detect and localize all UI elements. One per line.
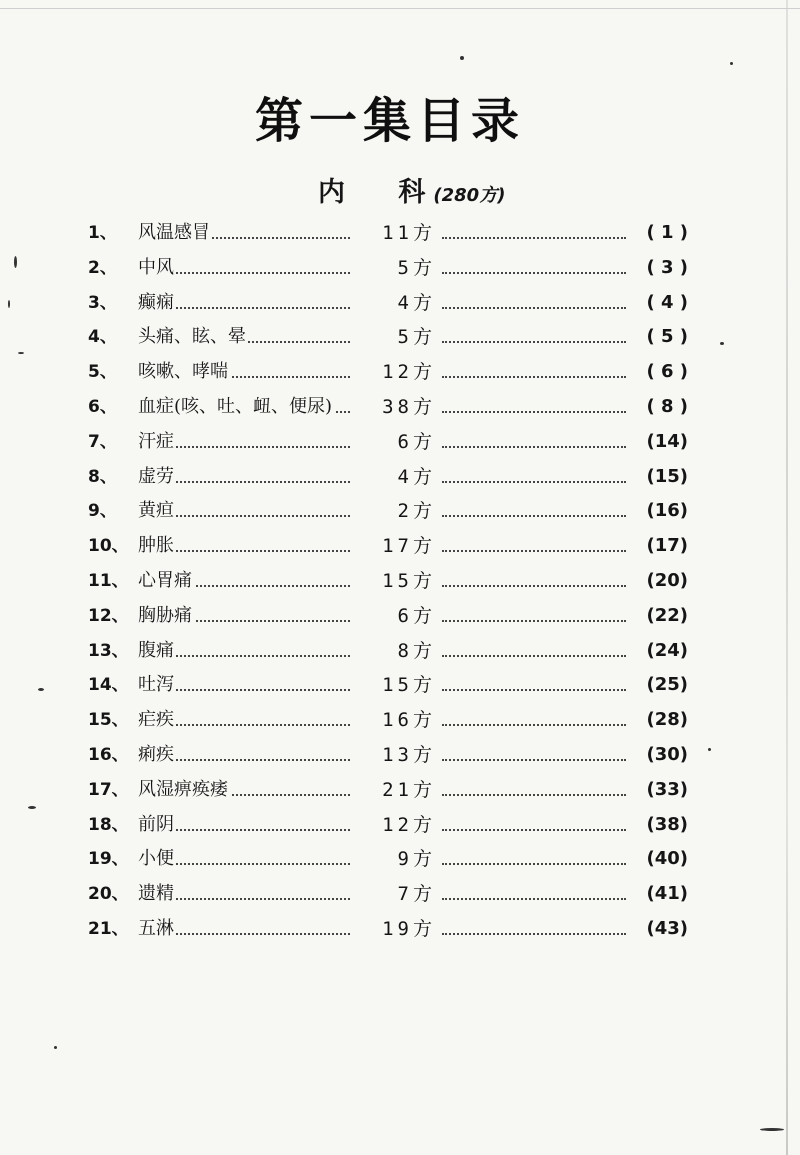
toc-entry-prescription-count: 5方 — [352, 251, 436, 285]
toc-entry-page: (22) — [626, 599, 688, 633]
toc-entry-label: 小便 — [138, 848, 174, 870]
toc-entry-page: (17) — [626, 529, 688, 563]
dot-leader — [442, 550, 626, 552]
toc-entry-number: 11、 — [88, 570, 129, 591]
toc-entry-label-wrap — [138, 738, 176, 772]
scan-edge-top — [0, 8, 800, 9]
toc-entry-page: (41) — [626, 877, 688, 911]
toc-entry-prescription-count: 15方 — [352, 668, 436, 702]
toc-entry-prescription-count: 4方 — [352, 460, 436, 494]
toc-entry-number: 14、 — [88, 675, 129, 696]
toc-entry-label: 咳嗽、哮喘 — [138, 361, 228, 383]
toc-entry-prescription-count: 15方 — [352, 564, 436, 598]
dot-leader — [442, 863, 626, 865]
toc-entry-label: 血症(咳、吐、衄、便尿) — [138, 395, 333, 417]
toc-entry-page: ( 6 ) — [626, 355, 688, 389]
toc-entry-label: 吐泻 — [138, 674, 174, 696]
toc-entry — [88, 703, 688, 738]
toc-entry — [88, 425, 688, 460]
toc-entry — [88, 599, 688, 634]
toc-entry — [88, 320, 688, 355]
toc-entry-number: 15、 — [88, 710, 129, 731]
toc-entry-label: 胸胁痛 — [138, 604, 192, 626]
toc-entry-number: 6、 — [88, 396, 117, 417]
toc-entry-prescription-count: 38方 — [352, 390, 436, 424]
scan-speck — [730, 62, 733, 65]
dot-leader — [442, 585, 626, 587]
toc-entry-label-wrap — [138, 912, 176, 946]
toc-entry-prescription-count: 12方 — [352, 808, 436, 842]
toc-entry-prescription-count: 4方 — [352, 286, 436, 320]
toc-entry-page: (38) — [626, 808, 688, 842]
toc-entry-label-wrap — [138, 842, 176, 876]
toc-entry-number: 20、 — [88, 884, 129, 905]
toc-entry-prescription-count: 6方 — [352, 425, 436, 459]
toc-entry — [88, 877, 688, 912]
scan-speck — [8, 300, 10, 308]
toc-entry-label: 腹痛 — [138, 639, 174, 661]
toc-entry — [88, 216, 688, 251]
toc-entry-page: (40) — [626, 842, 688, 876]
toc-entry-page: (30) — [626, 738, 688, 772]
toc-entry-number: 1、 — [88, 223, 117, 243]
dot-leader — [442, 724, 626, 726]
dot-leader — [442, 481, 626, 483]
dot-leader — [442, 759, 626, 761]
toc-entry-label: 痢疾 — [138, 743, 174, 765]
dot-leader — [442, 341, 626, 343]
toc-entry-page: ( 4 ) — [626, 286, 688, 320]
toc-entry-label-wrap — [138, 529, 176, 563]
toc-entry-prescription-count: 5方 — [352, 320, 436, 354]
toc-entry-page: ( 3 ) — [626, 251, 688, 285]
toc-entry-label-wrap — [138, 390, 334, 424]
toc-entry — [88, 529, 688, 564]
toc-entry — [88, 634, 688, 669]
toc-entry-prescription-count: 7方 — [352, 877, 436, 911]
scan-speck — [28, 806, 36, 809]
dot-leader — [442, 829, 626, 831]
toc-entry-label: 癫痫 — [138, 291, 174, 313]
toc-entry-label: 疟疾 — [138, 709, 174, 731]
toc-entry-number: 18、 — [88, 814, 129, 835]
toc-entry-label: 肿胀 — [138, 535, 174, 557]
toc-entry-label: 心胃痛 — [138, 569, 192, 591]
toc-entry-label: 虚劳 — [138, 465, 174, 487]
scan-speck — [14, 256, 17, 268]
toc-entry-page: ( 5 ) — [626, 320, 688, 354]
toc-entry-label-wrap — [138, 494, 176, 528]
dot-leader — [442, 272, 626, 274]
toc-entry-number: 12、 — [88, 605, 129, 626]
toc-entry-label-wrap — [138, 668, 176, 702]
toc-entry — [88, 494, 688, 529]
toc-entry — [88, 842, 688, 877]
toc-entry-prescription-count: 8方 — [352, 634, 436, 668]
toc-entry-page: (20) — [626, 564, 688, 598]
toc-entry-page: (33) — [626, 773, 688, 807]
toc-entry-page: (14) — [626, 425, 688, 459]
toc-entry-label: 黄疸 — [138, 500, 174, 522]
toc-entry-prescription-count: 2方 — [352, 494, 436, 528]
toc-entry-number: 7、 — [88, 431, 117, 452]
dot-leader — [442, 933, 626, 935]
toc-entry-number: 3、 — [88, 292, 117, 313]
toc-entry-number: 16、 — [88, 744, 129, 765]
toc-entry-number: 17、 — [88, 779, 129, 800]
toc-entry-label: 遗精 — [138, 883, 174, 905]
dot-leader — [442, 794, 626, 796]
toc-entry-label-wrap — [138, 877, 176, 911]
dot-leader — [442, 446, 626, 448]
toc-entry-label-wrap — [138, 634, 176, 668]
dot-leader — [442, 411, 626, 413]
toc-entry-label-wrap — [138, 286, 176, 320]
toc-entry-label-wrap — [138, 251, 176, 285]
toc-entry — [88, 912, 688, 947]
toc-entry — [88, 668, 688, 703]
toc-entry — [88, 808, 688, 843]
toc-entry-number: 21、 — [88, 918, 129, 939]
toc-entry — [88, 251, 688, 286]
toc-entry — [88, 286, 688, 321]
toc-entry-page: (15) — [626, 460, 688, 494]
toc-entry-number: 10、 — [88, 536, 129, 557]
toc-entry-label-wrap — [138, 599, 194, 633]
toc-entry-label-wrap — [138, 460, 176, 494]
toc-entry-label: 五淋 — [138, 917, 174, 939]
toc-entry-number: 2、 — [88, 257, 117, 278]
scan-edge-right — [786, 0, 788, 1155]
scan-speck — [760, 1128, 784, 1131]
dot-leader — [442, 898, 626, 900]
toc-entry-page: (28) — [626, 703, 688, 737]
toc-entry-prescription-count: 16方 — [352, 703, 436, 737]
toc-entry-page: (16) — [626, 494, 688, 528]
toc-entry-prescription-count: 17方 — [352, 529, 436, 563]
scan-speck — [38, 688, 44, 691]
toc-entry-label-wrap — [138, 355, 230, 389]
scan-speck — [720, 342, 724, 345]
toc-entry-number: 5、 — [88, 362, 117, 383]
toc-entry-page: ( 1 ) — [626, 216, 688, 250]
toc-entry-label: 汗症 — [138, 430, 174, 452]
scan-speck — [460, 56, 464, 60]
toc-entry-label: 风湿痹痪痿 — [138, 778, 228, 800]
toc-entry-page: (24) — [626, 634, 688, 668]
page-title: 第一集目录 — [254, 93, 525, 149]
toc-entry-prescription-count: 6方 — [352, 599, 436, 633]
toc-entry-label-wrap — [138, 773, 230, 807]
scan-speck — [708, 748, 711, 751]
toc-entry-label: 风温感冒 — [138, 222, 210, 243]
dot-leader — [442, 515, 626, 517]
scan-speck — [54, 1046, 57, 1049]
toc-entry — [88, 773, 688, 808]
dot-leader — [442, 620, 626, 622]
toc-entry-label: 头痛、眩、晕 — [138, 326, 246, 348]
toc-entry — [88, 390, 688, 425]
toc-entry-label-wrap — [138, 320, 248, 354]
toc-entry-page: (25) — [626, 668, 688, 702]
toc-entry — [88, 738, 688, 773]
toc-entry-prescription-count: 12方 — [352, 355, 436, 389]
toc-entry-number: 8、 — [88, 466, 117, 487]
toc-entry-prescription-count: 13方 — [352, 738, 436, 772]
toc-entry-prescription-count: 9方 — [352, 842, 436, 876]
toc-entry-prescription-count: 19方 — [352, 912, 436, 946]
dot-leader — [442, 689, 626, 691]
toc-entry-label-wrap — [138, 703, 176, 737]
toc-entry-page: (43) — [626, 912, 688, 946]
toc-entry-number: 13、 — [88, 640, 129, 661]
toc-entry-prescription-count: 11方 — [352, 216, 436, 250]
toc-entry-number: 4、 — [88, 327, 117, 348]
toc-entry — [88, 564, 688, 599]
toc-entry — [88, 460, 688, 495]
toc-entry-label-wrap — [138, 564, 194, 598]
section-name: 内 科 — [318, 177, 448, 208]
toc-entry-label-wrap — [138, 808, 176, 842]
scan-speck — [18, 352, 24, 354]
section-count: (280方) — [433, 185, 506, 206]
toc-entry-label-wrap — [138, 216, 212, 250]
dot-leader — [442, 237, 626, 239]
section-heading — [318, 170, 505, 209]
toc-entry-prescription-count: 21方 — [352, 773, 436, 807]
table-of-contents — [88, 216, 688, 947]
toc-entry — [88, 355, 688, 390]
toc-entry-page: ( 8 ) — [626, 390, 688, 424]
toc-entry-label: 前阴 — [138, 813, 174, 835]
dot-leader — [442, 376, 626, 378]
dot-leader — [442, 655, 626, 657]
toc-entry-label: 中风 — [138, 256, 174, 278]
toc-entry-label-wrap — [138, 425, 176, 459]
toc-entry-number: 9、 — [88, 501, 117, 522]
toc-entry-number: 19、 — [88, 849, 129, 870]
dot-leader — [442, 307, 626, 309]
